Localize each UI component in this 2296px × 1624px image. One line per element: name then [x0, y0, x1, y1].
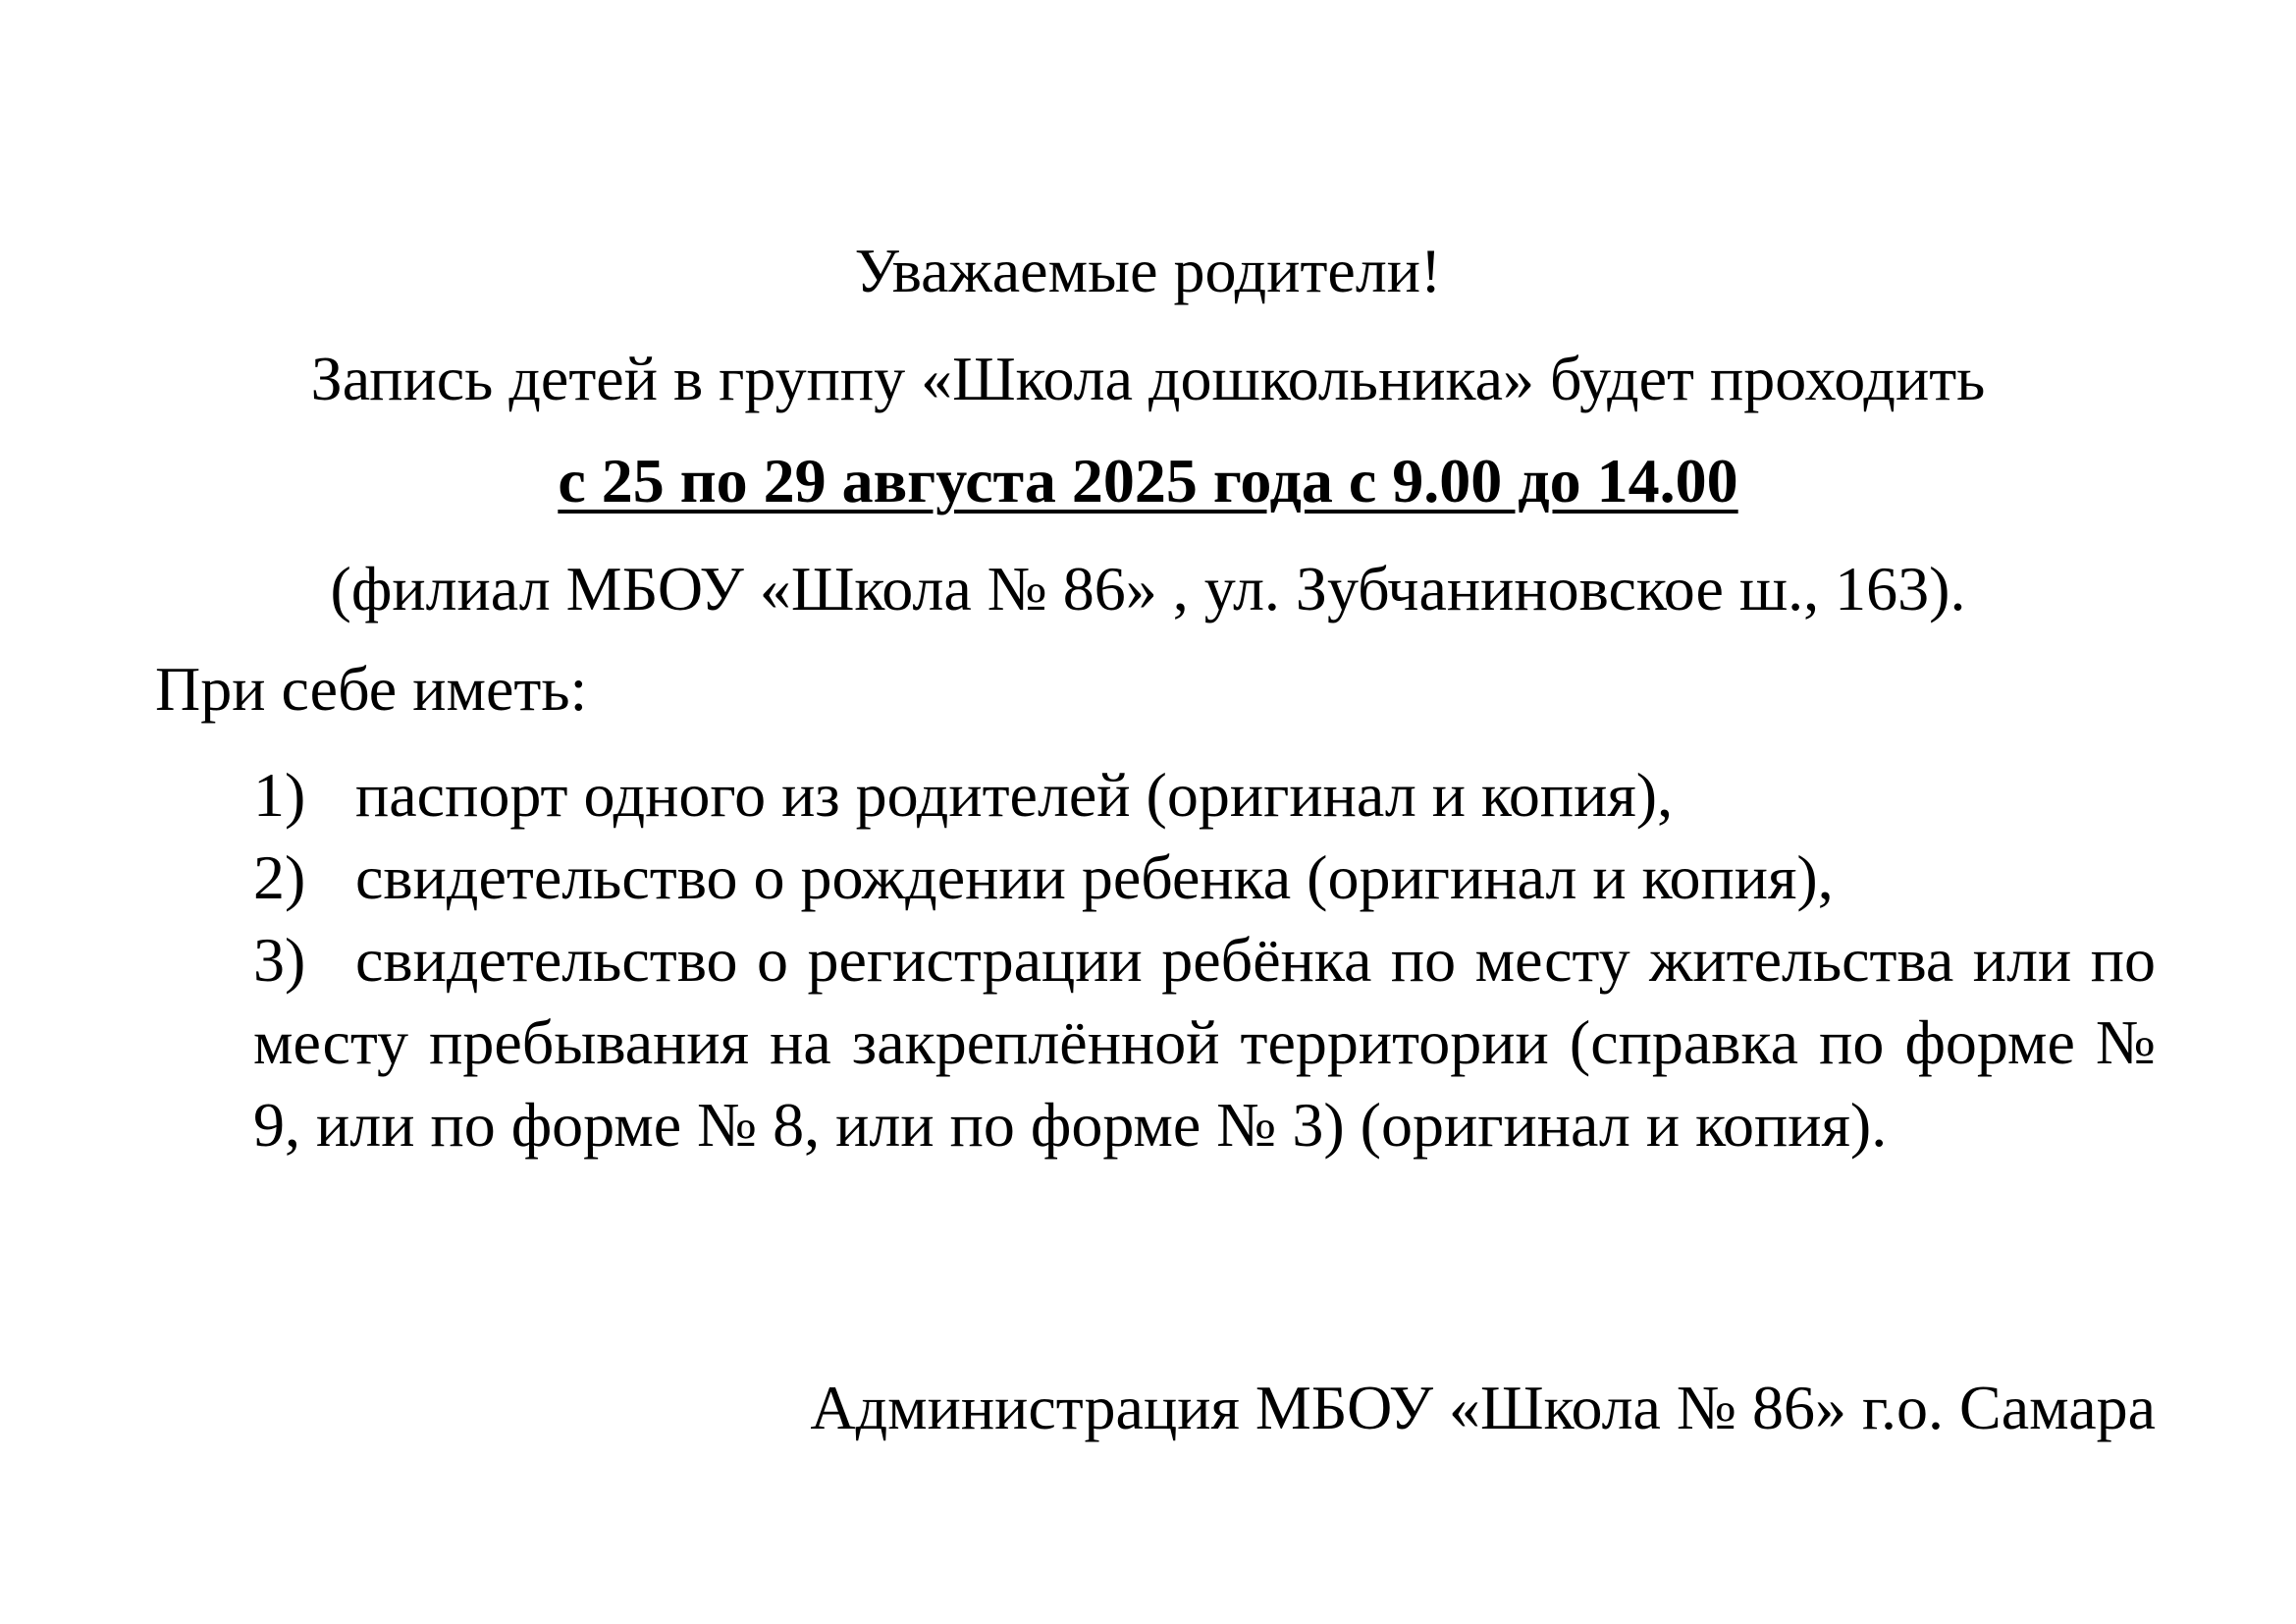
- list-item: [253, 754, 2156, 837]
- list-item-number: 3): [253, 925, 306, 995]
- list-item-text: свидетельство о регистрации ребёнка по месту жительства или по месту пребывания на закреплённой территории (справка по форме № 9, или по форме № 8, или по форме № 3) (оригинал и копия).: [253, 925, 2156, 1160]
- greeting-heading: Уважаемые родители!: [854, 236, 1442, 305]
- list-item-text: паспорт одного из родителей (оригинал и копия),: [355, 760, 1674, 830]
- required-documents-list: [253, 754, 2156, 1166]
- enrollment-intro: Запись детей в группу «Школа дошкольника» будет проходить: [310, 344, 1986, 413]
- enrollment-dates: с 25 по 29 августа 2025 года с 9.00 до 14.00: [558, 446, 1738, 515]
- required-documents-title: При себе иметь:: [155, 654, 588, 724]
- administration-signature: Администрация МБОУ «Школа № 86» г.о. Самара: [810, 1373, 2156, 1442]
- list-item-text: свидетельство о рождении ребенка (оригинал и копия),: [355, 842, 1834, 912]
- list-item: [253, 837, 2156, 919]
- list-item: [253, 919, 2156, 1166]
- school-address: (филиал МБОУ «Школа № 86» , ул. Зубчаниновское ш., 163).: [330, 554, 1966, 623]
- list-item-number: 1): [253, 760, 306, 830]
- list-item-number: 2): [253, 842, 306, 912]
